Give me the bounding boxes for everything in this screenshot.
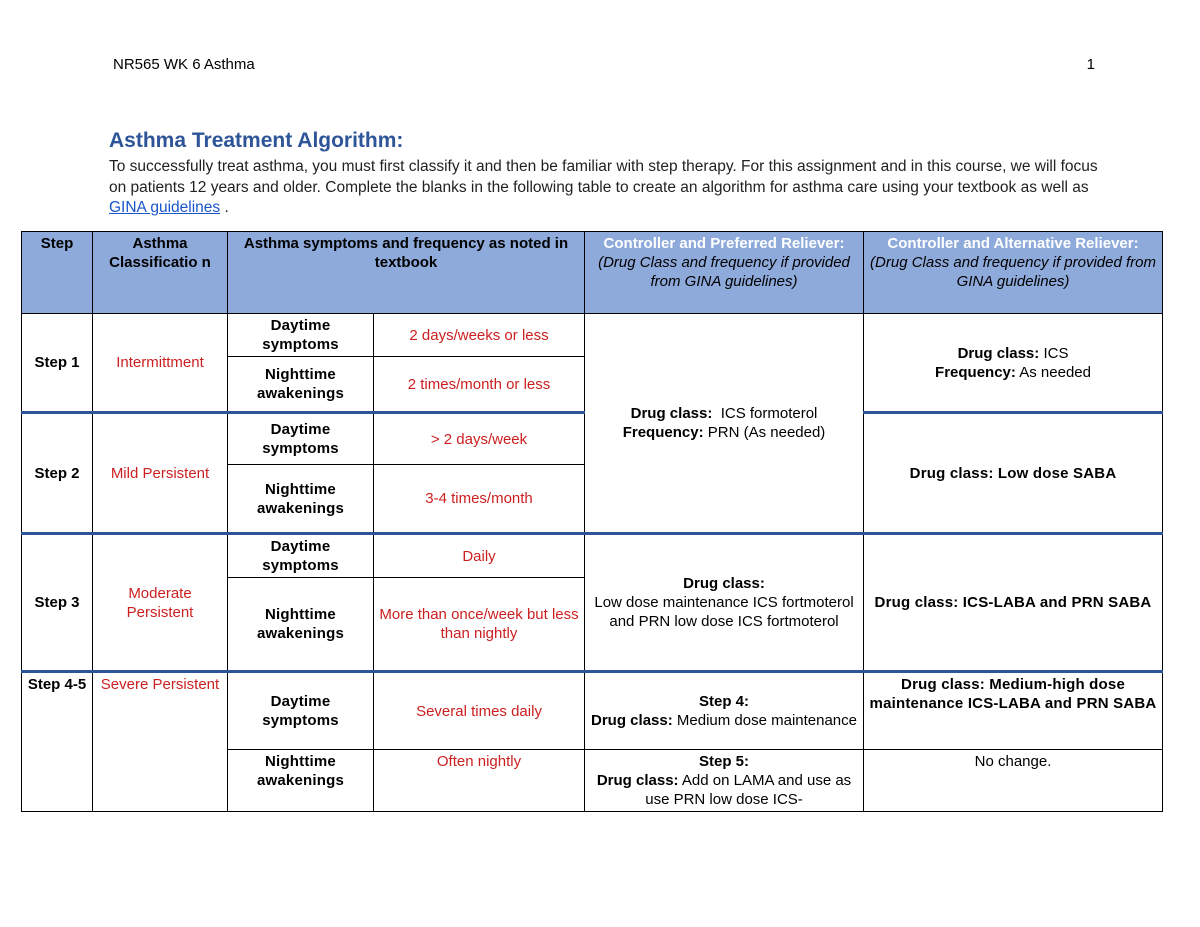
step-4-heading	[590, 692, 858, 711]
preferred-drug-class-label	[590, 574, 858, 593]
step-5-drug-line	[590, 771, 858, 809]
step-3-daytime: Daily	[374, 534, 585, 578]
header-symptoms: Asthma symptoms and frequency as noted in textbook	[228, 232, 585, 314]
gina-guidelines-link[interactable]: GINA guidelines	[109, 199, 221, 216]
alternative-step-2: Drug class: Low dose SABA	[864, 413, 1163, 534]
nighttime-label: Nighttime awakenings	[228, 357, 374, 413]
alternative-step-5: No change.	[864, 750, 1163, 812]
alt-freq-line	[869, 363, 1157, 382]
step-4-drug-line	[590, 711, 858, 730]
header-alternative-sub: (Drug Class and frequency if provided from GINA guidelines)	[870, 254, 1156, 290]
running-title: NR565 WK 6 Asthma	[113, 56, 255, 73]
alternative-step-1	[864, 314, 1163, 413]
nighttime-label: Nighttime awakenings	[228, 465, 374, 534]
preferred-drug-line	[590, 404, 858, 423]
page-title: Asthma Treatment Algorithm:	[109, 129, 404, 152]
preferred-step-3	[585, 534, 864, 672]
drug-class-label: Drug class:	[596, 772, 679, 789]
daytime-label: Daytime symptoms	[228, 314, 374, 357]
intro-text: To successfully treat asthma, you must first classify it and then be familiar with step therapy. For this assignment and in this course, we will focus on patients 12 years and older. Complete the blanks in the following table to create an algorithm for asthma care using your textbook as well as	[109, 158, 1098, 196]
header-preferred	[585, 232, 864, 314]
header-alternative	[864, 232, 1163, 314]
daytime-label: Daytime symptoms	[228, 672, 374, 750]
nighttime-label: Nighttime awakenings	[228, 750, 374, 812]
daytime-label: Daytime symptoms	[228, 534, 374, 578]
table-row	[22, 314, 1163, 357]
step-2-classification: Mild Persistent	[93, 413, 228, 534]
step-3-classification: Moderate Persistent	[93, 534, 228, 672]
step-3-label: Step 3	[22, 534, 93, 672]
intro-paragraph	[109, 157, 1099, 219]
header-alternative-title: Controller and Alternative Reliever:	[887, 235, 1139, 252]
alternative-step-4: Drug class: Medium-high dose maintenance ICS-LABA and PRN SABA	[864, 672, 1163, 750]
preferred-freq-line	[590, 423, 858, 442]
table-row	[22, 672, 1163, 750]
nighttime-label: Nighttime awakenings	[228, 578, 374, 672]
header-classification: Asthma Classificatio n	[93, 232, 228, 314]
step-4-5-daytime: Several times daily	[374, 672, 585, 750]
preferred-step-3-drug: Low dose maintenance ICS fortmoterol and PRN low dose ICS fortmoterol	[594, 594, 854, 630]
step-3-nighttime: More than once/week but less than nightly	[374, 578, 585, 672]
page-number: 1	[1086, 56, 1095, 73]
treatment-algorithm-table	[21, 231, 1163, 812]
running-header	[113, 56, 1095, 76]
daytime-label: Daytime symptoms	[228, 413, 374, 465]
step-1-label: Step 1	[22, 314, 93, 413]
step-1-nighttime: 2 times/month or less	[374, 357, 585, 413]
step-4-5-nighttime: Often nightly	[374, 750, 585, 812]
header-step: Step	[22, 232, 93, 314]
table-row	[22, 534, 1163, 578]
step-2-daytime: > 2 days/week	[374, 413, 585, 465]
alternative-step-3: Drug class: ICS-LABA and PRN SABA	[864, 534, 1163, 672]
preferred-step-4	[585, 672, 864, 750]
step-5-heading	[590, 752, 858, 771]
step-2-nighttime: 3-4 times/month	[374, 465, 585, 534]
alt-drug-line	[869, 344, 1157, 363]
preferred-step-1-2	[585, 314, 864, 534]
frequency-label: Frequency:	[935, 363, 1016, 381]
step-4-5-classification: Severe Persistent	[93, 672, 228, 812]
header-preferred-title: Controller and Preferred Reliever:	[603, 235, 845, 252]
header-row	[22, 232, 1163, 314]
frequency-label: Frequency:	[622, 424, 704, 441]
drug-class-label: Drug class:	[683, 575, 765, 592]
header-preferred-sub: (Drug Class and frequency if provided from GINA guidelines)	[598, 254, 850, 290]
drug-class-label: Drug class:	[957, 344, 1040, 362]
step-4-drug: Medium dose maintenance	[676, 712, 857, 729]
preferred-step-5	[585, 750, 864, 812]
step-2-label: Step 2	[22, 413, 93, 534]
alt-frequency: As needed	[1019, 363, 1091, 381]
step-5-label: Step 5:	[699, 753, 750, 770]
step-5-drug: Add on LAMA and use as use PRN low dose ICS-	[645, 772, 852, 808]
step-1-daytime: 2 days/weeks or less	[374, 314, 585, 357]
alt-drug: ICS	[1043, 344, 1069, 362]
preferred-drug: ICS formoterol	[720, 405, 818, 422]
drug-class-label: Drug class:	[630, 405, 713, 422]
step-4-5-label: Step 4-5	[22, 672, 93, 812]
preferred-frequency: PRN (As needed)	[707, 424, 826, 441]
step-4-label: Step 4:	[699, 693, 750, 710]
step-1-classification: Intermittment	[93, 314, 228, 413]
intro-after: .	[220, 199, 229, 216]
drug-class-label: Drug class:	[591, 712, 673, 729]
